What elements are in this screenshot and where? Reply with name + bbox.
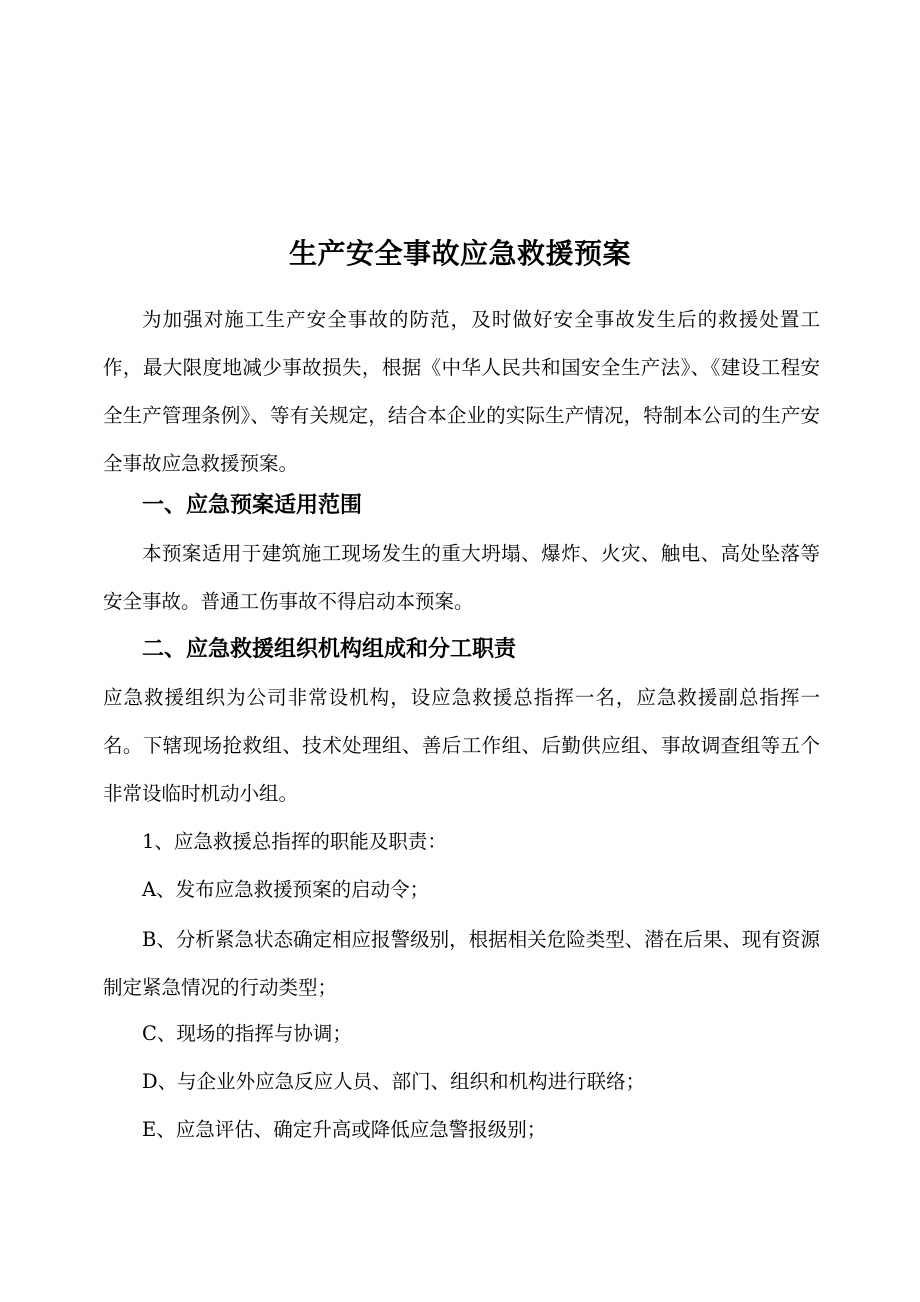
section1-body: 本预案适用于建筑施工现场发生的重大坍塌、爆炸、火灾、触电、高处坠落等安全事故。普通工伤事故不得启动本预案。 (103, 542, 820, 613)
section2-subheading: 1、应急救援总指挥的职能及职责： (142, 830, 447, 853)
list-item: C、现场的指挥与协调； (142, 1022, 352, 1045)
document-title: 生产安全事故应急救援预案 (288, 237, 631, 270)
section1-heading: 一、应急预案适用范围 (142, 493, 363, 518)
intro-paragraph: 为加强对施工生产安全事故的防范，及时做好安全事故发生后的救援处置工作，最大限度地减少事故损失，根据《中华人民共和国安全生产法》、《建设工程安全生产管理条例》、等有关规定，结合本企业的实际生产情况，特制本公司的生产安全事故应急救援预案。 (103, 308, 820, 475)
list-item: E、应急评估、确定升高或降低应急警报级别； (142, 1118, 547, 1141)
list-item: A、发布应急救援预案的启动令； (142, 878, 430, 901)
list-item: D、与企业外应急反应人员、部门、组织和机构进行联络； (142, 1070, 646, 1093)
list-item: B、分析紧急状态确定相应报警级别，根据相关危险类型、潜在后果、现有资源制定紧急情况的行动类型； (103, 928, 820, 999)
section2-body: 应急救援组织为公司非常设机构，设应急救援总指挥一名，应急救援副总指挥一名。下辖现场抢救组、技术处理组、善后工作组、后勤供应组、事故调查组等五个非常设临时机动小组。 (103, 686, 820, 805)
section2-heading: 二、应急救援组织机构组成和分工职责 (142, 637, 517, 662)
